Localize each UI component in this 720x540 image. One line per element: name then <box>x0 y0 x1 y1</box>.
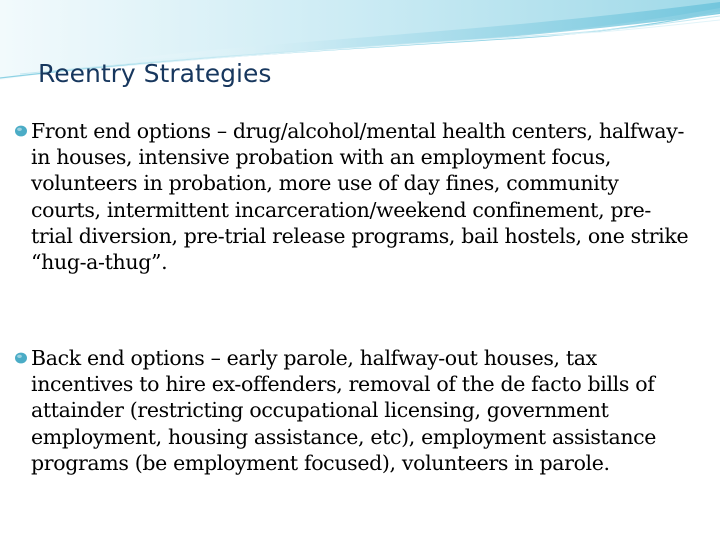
bullet-item-back-end <box>14 345 690 476</box>
slide-title: Reentry Strategies <box>38 59 272 88</box>
bullet-item-front-end <box>14 118 690 275</box>
bullet-icon <box>14 125 31 137</box>
bullet-text: Back end options – early parole, halfway-out houses, tax incentives to hire ex-offenders, removal of the de facto bills of attainder (restricting occupational licensing, government employment, housing assistance, etc), employment assistance programs (be employment focused), volunteers in parole. <box>31 346 657 475</box>
bullet-icon <box>14 352 31 364</box>
bullet-text: Front end options – drug/alcohol/mental health centers, halfway-in houses, intensive probation with an employment focus, volunteers in probation, more use of day fines, community courts, intermittent incarceration/weekend confinement, pre-trial diversion, pre-trial release programs, bail hostels, one strike “hug-a-thug”. <box>31 119 689 275</box>
